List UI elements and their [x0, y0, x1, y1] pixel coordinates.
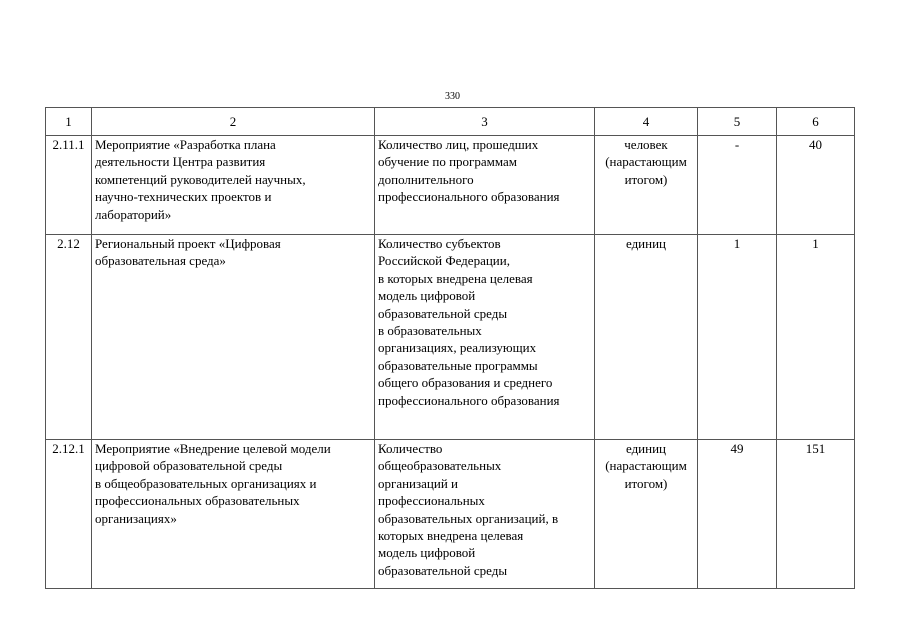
text-line: Мероприятие «Разработка плана	[95, 137, 276, 152]
text-line: Количество	[378, 441, 443, 456]
column-header-5: 5	[698, 108, 777, 136]
text-line: компетенций руководителей научных,	[95, 171, 306, 187]
text-line: (нарастающим	[605, 458, 687, 474]
text-line: профессионального образования	[378, 189, 560, 205]
text-line: лабораторий»	[95, 206, 172, 222]
text-line: итогом)	[624, 171, 668, 187]
measure-name	[92, 440, 375, 589]
column-header-3: 3	[375, 108, 595, 136]
header-row	[46, 108, 855, 136]
column-header-2: 2	[92, 108, 375, 136]
value-col-5: 1	[698, 235, 777, 440]
text-line: в образовательных	[378, 323, 482, 339]
column-header-4: 4	[595, 108, 698, 136]
text-line: профессиональных образовательных	[95, 493, 300, 509]
text-line: Количество лиц, прошедших	[378, 137, 539, 152]
value-col-5: 49	[698, 440, 777, 589]
value-col-6: 151	[777, 440, 855, 589]
row-number: 2.12	[46, 235, 92, 440]
column-header-1: 1	[46, 108, 92, 136]
table-row	[46, 440, 855, 589]
text-line: дополнительного	[378, 171, 474, 187]
measure-name	[92, 136, 375, 235]
text-line: образовательных организаций, в	[378, 510, 559, 526]
text-line: Количество субъектов	[378, 236, 501, 251]
row-number: 2.11.1	[46, 136, 92, 235]
text-line: в общеобразовательных организациях и	[95, 475, 317, 491]
text-line: модель цифровой	[378, 288, 476, 304]
value-col-6: 40	[777, 136, 855, 235]
value-col-5: -	[698, 136, 777, 235]
text-line: организациях»	[95, 510, 177, 526]
table-row	[46, 136, 855, 235]
measure-name	[92, 235, 375, 440]
text-line: деятельности Центра развития	[95, 154, 266, 170]
text-line: Российской Федерации,	[378, 253, 510, 269]
text-line: образовательной среды	[378, 305, 508, 321]
text-line: образовательная среда»	[95, 253, 226, 269]
column-header-6: 6	[777, 108, 855, 136]
indicator-name	[375, 235, 595, 440]
value-col-6: 1	[777, 235, 855, 440]
text-line: организаций и	[378, 475, 458, 491]
text-line: Региональный проект «Цифровая	[95, 236, 281, 251]
indicators-table	[45, 107, 855, 589]
text-line: Мероприятие «Внедрение целевой модели	[95, 441, 331, 456]
text-line: цифровой образовательной среды	[95, 458, 283, 474]
text-line: итогом)	[624, 475, 668, 491]
unit	[595, 440, 698, 589]
text-line: общеобразовательных	[378, 458, 502, 474]
indicator-name	[375, 440, 595, 589]
text-line: профессионального образования	[378, 392, 560, 408]
text-line: общего образования и среднего	[378, 375, 553, 391]
row-number: 2.12.1	[46, 440, 92, 589]
text-line: научно-технических проектов и	[95, 189, 272, 205]
text-line: человек	[624, 137, 668, 152]
text-line: единиц	[625, 441, 667, 456]
text-line: профессиональных	[378, 493, 485, 509]
text-line: модель цифровой	[378, 545, 476, 561]
unit	[595, 235, 698, 440]
text-line: образовательные программы	[378, 357, 538, 373]
indicator-name	[375, 136, 595, 235]
text-line: которых внедрена целевая	[378, 528, 524, 544]
text-line: обучение по программам	[378, 154, 517, 170]
text-line: образовательной среды	[378, 562, 508, 578]
unit	[595, 136, 698, 235]
text-line: организациях, реализующих	[378, 340, 537, 356]
table-row	[46, 235, 855, 440]
page-number: 330	[445, 91, 460, 102]
text-line: единиц	[625, 236, 667, 251]
text-line: (нарастающим	[605, 154, 687, 170]
text-line: в которых внедрена целевая	[378, 270, 533, 286]
